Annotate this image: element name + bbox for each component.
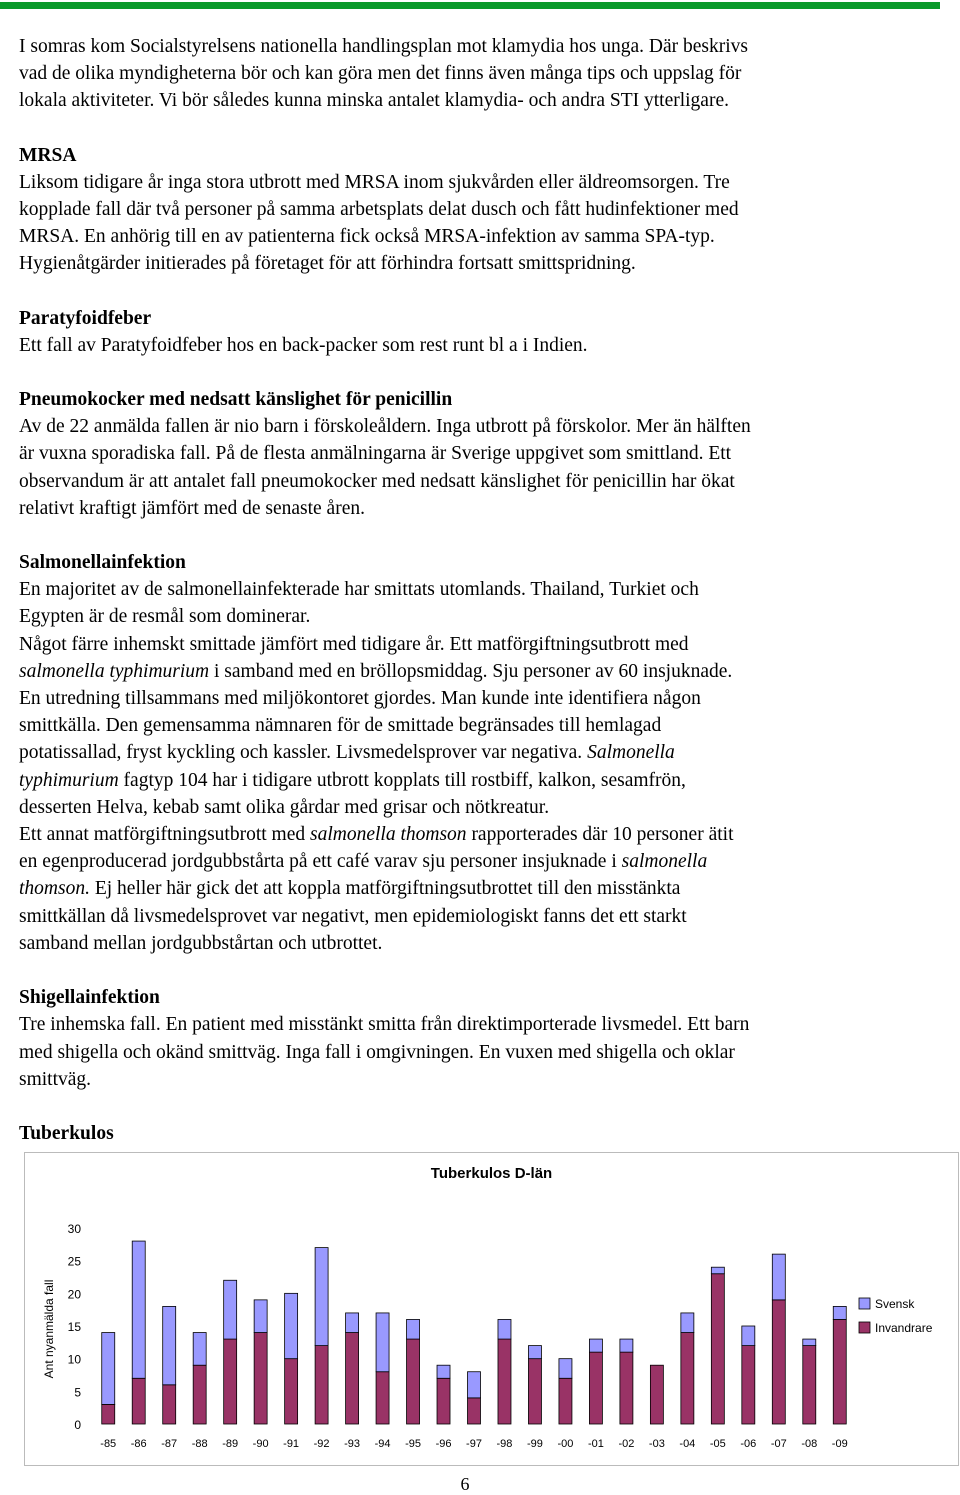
bar-svensk--94 (376, 1313, 389, 1372)
bar-invandrare--09 (833, 1319, 846, 1424)
x-tick-label: -93 (344, 1438, 361, 1450)
legend-label-svensk: Svensk (875, 1297, 915, 1311)
x-tick-label: -91 (283, 1438, 300, 1450)
bar-invandrare--85 (102, 1404, 115, 1424)
tuberkulos-heading: Tuberkulos (19, 1122, 114, 1144)
x-tick-label: -03 (648, 1438, 665, 1450)
y-tick-label: 15 (67, 1320, 81, 1334)
page-number: 6 (460, 1474, 470, 1494)
chart-title: Tuberkulos D-län (430, 1165, 553, 1182)
pneumo-line: observandum är att antalet fall pneumokocker med nedsatt känslighet för penicillin har ökat (19, 470, 735, 492)
x-tick-label: -04 (679, 1438, 696, 1450)
legend-swatch-svensk (859, 1298, 870, 1309)
bar-svensk--87 (163, 1306, 176, 1384)
bar-svensk--09 (833, 1306, 846, 1319)
bar-invandrare--04 (681, 1333, 694, 1424)
bar-svensk--01 (589, 1339, 602, 1352)
bar-svensk--96 (437, 1365, 450, 1378)
bar-svensk--00 (559, 1359, 572, 1379)
bar-svensk--86 (132, 1241, 145, 1378)
x-tick-label: -88 (191, 1438, 208, 1450)
y-tick-label: 20 (67, 1287, 81, 1302)
pneumo-line: Av de 22 anmälda fallen är nio barn i förskoleåldern. Inga utbrott på förskolor. Mer än hälften (19, 416, 751, 438)
x-tick-label: -97 (466, 1438, 482, 1450)
x-tick-label: -90 (252, 1438, 269, 1450)
x-tick-label: -09 (831, 1438, 848, 1450)
bar-svensk--06 (742, 1326, 755, 1346)
bar-invandrare--07 (772, 1300, 785, 1424)
bar-svensk--07 (772, 1254, 785, 1300)
pneumo-line: relativt kraftigt jämfört med de senaste åren. (19, 497, 365, 519)
y-axis-label: Ant nyanmälda fall (42, 1279, 56, 1379)
bar-invandrare--98 (498, 1339, 511, 1424)
x-tick-label: -95 (405, 1438, 421, 1450)
mrsa-heading: MRSA (19, 144, 77, 166)
salmonella-line: desserten Helva, kebab samt olika gårdar med grisar och nötkreatur. (19, 796, 550, 818)
shigella-line: med shigella och okänd smittväg. Inga fall i omgivningen. En vuxen med shigella och oklar (19, 1041, 735, 1063)
pneumo-heading: Pneumokocker med nedsatt känslighet för penicillin (19, 389, 453, 411)
bar-invandrare--02 (620, 1352, 633, 1424)
x-tick-label: -89 (222, 1438, 239, 1450)
pneumo-line: är vuxna sporadiska fall. På de flesta anmälningarna är Sverige uppgivet som smittland. Ett (19, 443, 732, 465)
y-tick-label: 30 (67, 1222, 81, 1236)
intro-line: vad de olika myndigheterna bör och kan göra men det finns även många tips och uppslag för (19, 63, 742, 85)
bar-svensk--08 (803, 1339, 816, 1346)
bar-invandrare--99 (528, 1359, 541, 1424)
salmonella-line: typhimurium fagtyp 104 har i tidigare utbrott kopplats till rostbiff, kalkon, sesamfrön, (19, 769, 686, 791)
document-body (19, 33, 919, 1147)
shigella-line: Tre inhemska fall. En patient med misstänkt smitta från direktimporterade livsmedel. Ett barn (19, 1014, 750, 1036)
bar-invandrare--96 (437, 1378, 450, 1424)
salmonella-line: en egenproducerad jordgubbstårta på ett café varav sju personer insjuknade i salmonella (19, 851, 708, 873)
bar-invandrare--91 (285, 1359, 298, 1424)
x-tick-label: -86 (130, 1438, 147, 1450)
x-tick-label: -98 (496, 1438, 513, 1450)
mrsa-line: Liksom tidigare år inga stora utbrott med MRSA inom sjukvården eller äldreomsorgen. Tre (19, 171, 730, 193)
bar-invandrare--92 (315, 1346, 328, 1424)
tuberkulos-chart (24, 1152, 959, 1466)
x-tick-label: -06 (740, 1438, 757, 1450)
y-tick-label: 5 (74, 1385, 81, 1400)
mrsa-line: MRSA. En anhörig till en av patienterna fick också MRSA-infektion av samma SPA-typ. (19, 226, 715, 248)
bar-invandrare--05 (711, 1274, 724, 1424)
shigella-heading: Shigellainfektion (19, 987, 160, 1009)
bar-svensk--99 (528, 1346, 541, 1359)
mrsa-line: Hygienåtgärder initierades på företaget för att förhindra fortsatt smittspridning. (19, 253, 636, 275)
bar-invandrare--97 (468, 1398, 481, 1424)
bar-svensk--88 (193, 1333, 206, 1366)
legend-label-invandrare: Invandrare (875, 1321, 933, 1335)
x-tick-label: -07 (770, 1438, 787, 1450)
paratyfoid-heading: Paratyfoidfeber (19, 307, 152, 329)
bar-svensk--04 (681, 1313, 694, 1333)
x-tick-label: -92 (313, 1438, 330, 1450)
bar-invandrare--86 (132, 1378, 145, 1424)
x-tick-label: -94 (374, 1438, 391, 1450)
bar-svensk--92 (315, 1248, 328, 1346)
y-tick-label: 0 (74, 1418, 81, 1432)
salmonella-line: smittkällan då livsmedelsprovet var negativt, men epidemiologiskt fanns det ett starkt (19, 905, 687, 927)
bar-invandrare--88 (193, 1365, 206, 1424)
mrsa-line: kopplade fall där två personer på samma arbetsplats delat dusch och fått hudinfektioner med (19, 199, 739, 221)
intro-line: lokala aktiviteter. Vi bör således kunna minska antalet klamydia- och andra STI ytterligare. (19, 90, 729, 112)
bar-svensk--90 (254, 1300, 267, 1333)
salmonella-line: Egypten är de resmål som dominerar. (19, 606, 311, 628)
bar-invandrare--93 (346, 1333, 359, 1424)
y-tick-label: 25 (67, 1254, 81, 1269)
salmonella-line: samband mellan jordgubbstårtan och utbrottet. (19, 932, 383, 954)
legend-swatch-invandrare (859, 1322, 870, 1333)
shigella-line: smittväg. (19, 1068, 92, 1090)
top-rule (0, 2, 940, 9)
x-tick-label: -87 (161, 1438, 178, 1450)
bar-svensk--97 (468, 1372, 481, 1398)
bar-svensk--05 (711, 1267, 724, 1274)
bar-invandrare--95 (407, 1339, 420, 1424)
salmonella-line: En utredning tillsammans med miljökontoret gjordes. Man kunde inte identifiera någon (19, 688, 701, 710)
x-tick-label: -01 (587, 1438, 604, 1450)
x-tick-label: -08 (801, 1438, 818, 1450)
bar-svensk--98 (498, 1319, 511, 1339)
x-tick-label: -99 (527, 1438, 543, 1450)
salmonella-line: Ett annat matförgiftningsutbrott med salmonella thomson rapporterades där 10 personer ätit (19, 824, 734, 846)
salmonella-line: potatissallad, fryst kyckling och kassler. Livsmedelsprover var negativa. Salmonella (19, 742, 675, 764)
bar-invandrare--01 (589, 1352, 602, 1424)
salmonella-line: smittkälla. Den gemensamma nämnaren för de smittade begränsades till hemlagad (19, 715, 662, 737)
bar-invandrare--00 (559, 1378, 572, 1424)
bar-invandrare--90 (254, 1333, 267, 1424)
intro-line: I somras kom Socialstyrelsens nationella handlingsplan mot klamydia hos unga. Där beskrivs (19, 36, 748, 57)
salmonella-line: En majoritet av de salmonellainfekterade har smittats utomlands. Thailand, Turkiet och (19, 579, 699, 601)
x-tick-label: -02 (618, 1438, 635, 1450)
x-tick-label: -85 (100, 1438, 117, 1450)
bar-svensk--85 (102, 1333, 115, 1405)
salmonella-line: thomson. Ej heller här gick det att koppla matförgiftningsutbrottet till den misstänkta (19, 878, 681, 900)
bar-invandrare--08 (803, 1346, 816, 1424)
salmonella-line: salmonella typhimurium i samband med en bröllopsmiddag. Sju personer av 60 insjuknade. (19, 660, 733, 682)
bar-svensk--93 (346, 1313, 359, 1333)
bar-svensk--02 (620, 1339, 633, 1352)
x-tick-label: -05 (709, 1438, 726, 1450)
bar-invandrare--94 (376, 1372, 389, 1424)
bar-invandrare--06 (742, 1346, 755, 1424)
x-tick-label: -96 (435, 1438, 452, 1450)
bar-svensk--95 (407, 1319, 420, 1339)
bar-svensk--91 (285, 1293, 298, 1358)
bar-svensk--89 (224, 1280, 237, 1339)
bar-invandrare--89 (224, 1339, 237, 1424)
x-tick-label: -00 (557, 1438, 574, 1450)
salmonella-heading: Salmonellainfektion (19, 552, 186, 574)
salmonella-line: Något färre inhemskt smittade jämfört med tidigare år. Ett matförgiftningsutbrott med (19, 633, 689, 655)
bar-invandrare--87 (163, 1385, 176, 1424)
paratyfoid-line: Ett fall av Paratyfoidfeber hos en back-packer som rest runt bl a i Indien. (19, 334, 588, 356)
chart-svg (25, 1153, 958, 1465)
bar-invandrare--03 (650, 1365, 663, 1424)
y-tick-label: 10 (67, 1352, 81, 1367)
